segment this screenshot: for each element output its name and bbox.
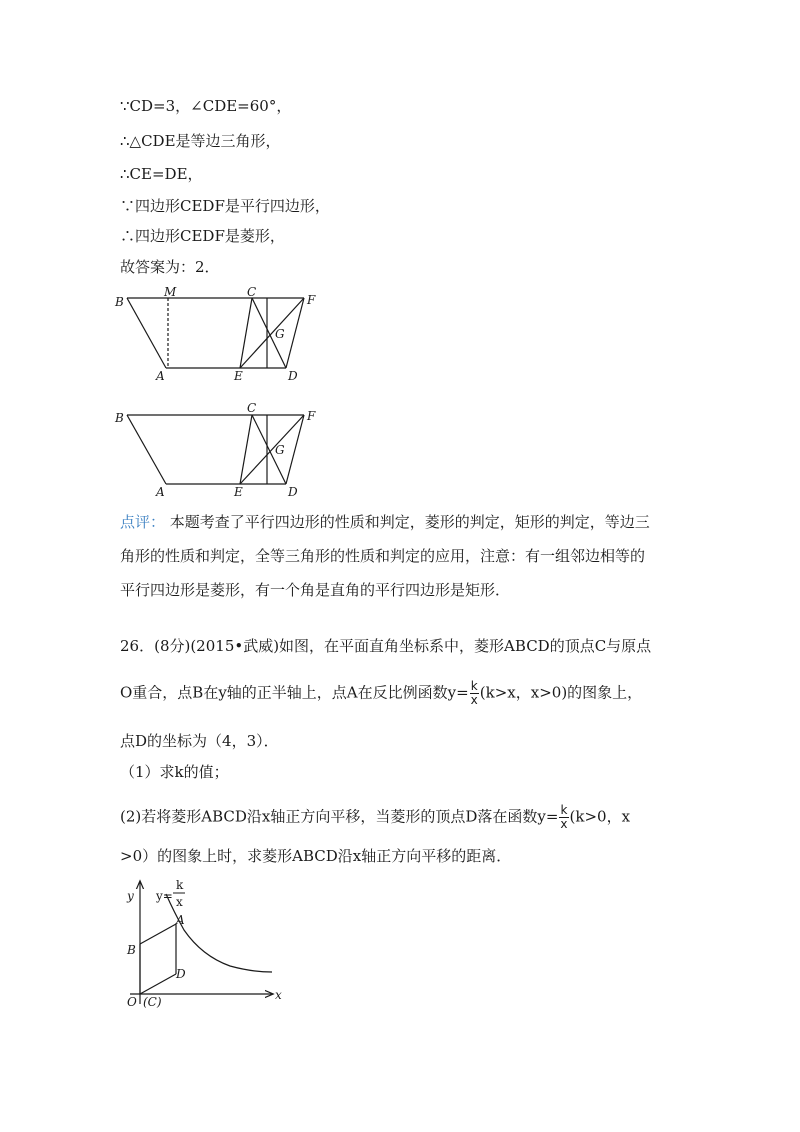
solution-line-6: 故答案为：2． [120,258,220,276]
fraction-numerator-2: k [560,803,568,817]
fig3-label-x: x [275,988,282,1002]
fig1-label-M: M [164,285,177,299]
fig2-label-C: C [247,401,257,415]
problem-26-line-2-a: O重合，点B在y轴的正半轴上，点A在反比例函数y= [120,683,469,702]
solution-line-1: ∵CD=3，∠CDE=60°， [120,97,292,115]
fig2-label-F: F [307,409,316,423]
problem-26-line-3: 点D的坐标为（4，3）． [120,732,279,750]
problem-26-line-2-b: (k>x，x>0)的图象上， [479,683,643,702]
fig3-func-den: x [176,895,183,909]
fig1-label-D: D [288,369,298,383]
fraction-denominator: x [470,693,478,707]
question-1: （1）求k的值； [120,763,229,781]
fraction-denominator-2: x [560,817,568,831]
fig3-label-y: y [127,889,134,903]
fig1-label-G: G [275,327,285,341]
question-2-line-1 [120,804,630,831]
question-2-line-2: >0）的图象上时，求菱形ABCD沿x轴正方向平移的距离． [120,847,512,865]
comment-block [120,505,680,607]
fig3-label-C: (C) [143,995,162,1009]
question-2-a: (2)若将菱形ABCD沿x轴正方向平移，当菱形的顶点D落在函数y= [120,807,559,826]
fig1-label-E: E [234,369,243,383]
fraction-k-over-x-2 [559,804,568,831]
solution-line-5: ∴四边形CEDF是菱形， [120,227,285,245]
fig1-label-C: C [247,285,257,299]
fig2-label-E: E [234,485,243,499]
fig3-func-prefix: y= [156,889,173,903]
fig2-label-D: D [288,485,298,499]
fig3-label-B: B [127,943,136,957]
fig3-label-A: A [176,913,185,927]
problem-26-line-2 [120,680,642,707]
figure-parallelogram-1 [112,284,322,384]
comment-text-1: 本题考查了平行四边形的性质和判定，菱形的判定，矩形的判定，等边三 [165,513,650,531]
fig1-label-B: B [115,295,124,309]
comment-label: 点评： [120,513,166,531]
fraction-k-over-x [470,680,479,707]
comment-line-3: 平行四边形是菱形，有一个角是直角的平行四边形是矩形． [120,581,511,599]
fig2-label-B: B [115,411,124,425]
fig2-label-A: A [156,485,165,499]
fig3-func-num: k [176,878,184,892]
fig1-label-F: F [307,293,316,307]
fig3-label-D: D [176,967,186,981]
question-2-b: (k>0，x [569,807,631,826]
comment-line-1 [120,505,680,539]
fraction-numerator: k [470,679,478,693]
fig1-label-A: A [156,369,165,383]
figure-parallelogram-2 [112,400,322,500]
solution-line-2: ∴△CDE是等边三角形， [120,132,281,150]
fig2-label-G: G [275,443,285,457]
fig3-label-O: O [127,995,137,1009]
problem-26-line-1: 26．(8分)(2015•武威)如图，在平面直角坐标系中，菱形ABCD的顶点C与原点 [120,637,652,655]
comment-line-2: 角形的性质和判定，全等三角形的性质和判定的应用，注意：有一组邻边相等的 [120,547,646,565]
figure-rhombus-coordinate [112,872,292,1012]
solution-line-4: ∵四边形CEDF是平行四边形， [120,197,330,215]
solution-line-3: ∴CE=DE， [120,165,203,183]
